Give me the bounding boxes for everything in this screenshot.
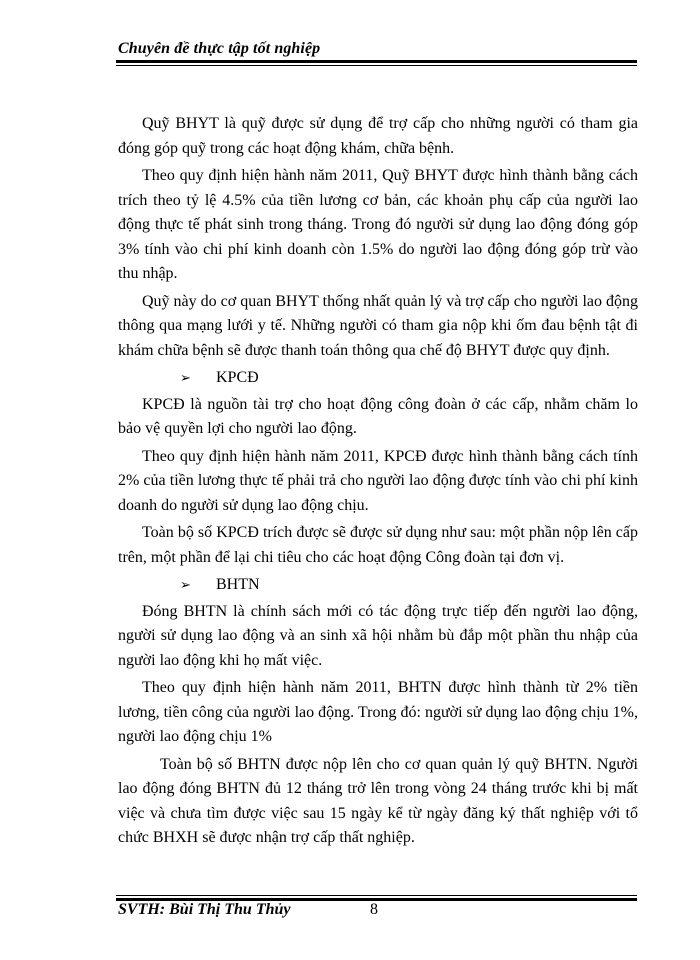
paragraph-kpcd-usage: Toàn bộ số KPCĐ trích được sẽ được sử dụng như sau: một phần nộp lên cấp trên, một phần để lại chi tiêu cho các hoạt động Công đoàn tại đơn vị. [118, 524, 638, 566]
header-rule-thin [116, 65, 637, 66]
paragraph-kpcd-regulation: Theo quy định hiện hành năm 2011, KPCĐ được hình thành bằng cách tính 2% của tiền lương thực tế phải trả cho người lao động được tính vào chi phí kinh doanh do người sử dụng lao động chịu. [118, 447, 638, 514]
arrow-bullet-icon: ➢ [180, 577, 191, 592]
bullet-label: BHTN [216, 576, 260, 593]
header-title: Chuyên đề thực tập tốt nghiệp [118, 40, 321, 57]
bullet-kpcd [118, 366, 638, 391]
page-number: 8 [370, 901, 378, 918]
paragraph-bhtn-usage: Toàn bộ số BHTN được nộp lên cho cơ quan quản lý quỹ BHTN. Người lao động đóng BHTN đủ 12 tháng trở lên trong vòng 24 tháng trước khi bị mất việc và chưa tìm được việc sau 15 ngày kể từ ngày đăng ký thất nghiệp với tổ chức BHXH sẽ được nhận trợ cấp thất nghiệp. [118, 755, 638, 846]
footer-rule-thin [116, 895, 637, 896]
paragraph-bhyt-definition: Quỹ BHYT là quỹ được sử dụng để trợ cấp cho những người có tham gia đóng góp quỹ trong các hoạt động khám, chữa bệnh. [118, 115, 638, 157]
paragraph-bhyt-management: Quỹ này do cơ quan BHYT thống nhất quản lý và trợ cấp cho người lao động thông qua mạng lưới y tế. Những người có tham gia nộp khi ốm đau bệnh tật đi khám chữa bệnh sẽ được thanh toán thông qua chế độ BHYT được quy định. [118, 292, 638, 359]
document-body [118, 112, 638, 851]
paragraph-bhtn-definition: Đóng BHTN là chính sách mới có tác động trực tiếp đến người lao động, người sử dụng lao động và an sinh xã hội nhằm bù đắp một phần thu nhập của người lao động khi họ mất việc. [118, 602, 638, 669]
paragraph-bhyt-regulation: Theo quy định hiện hành năm 2011, Quỹ BHYT được hình thành bằng cách trích theo tỷ lệ 4.5% của tiền lương cơ bản, các khoản phụ cấp của người lao động thực tế phát sinh trong tháng. Trong đó người sử dụng lao động đóng góp 3% tính vào chi phí kinh doanh còn 1.5% do người lao động đóng góp trừ vào thu nhập. [118, 167, 638, 282]
bullet-bhtn [118, 573, 638, 598]
arrow-bullet-icon: ➢ [180, 370, 191, 385]
paragraph-kpcd-definition: KPCĐ là nguồn tài trợ cho hoạt động công đoàn ở các cấp, nhằm chăm lo bảo vệ quyền lợi cho người lao động. [118, 395, 638, 437]
bullet-label: KPCĐ [216, 369, 259, 386]
paragraph-bhtn-regulation: Theo quy định hiện hành năm 2011, BHTN được hình thành từ 2% tiền lương, tiền công của người lao động. Trong đó: người sử dụng lao động chịu 1%, người lao động chịu 1% [118, 679, 638, 745]
footer-author: SVTH: Bùi Thị Thu Thủy [118, 901, 291, 918]
header-rule-thick [116, 60, 637, 63]
